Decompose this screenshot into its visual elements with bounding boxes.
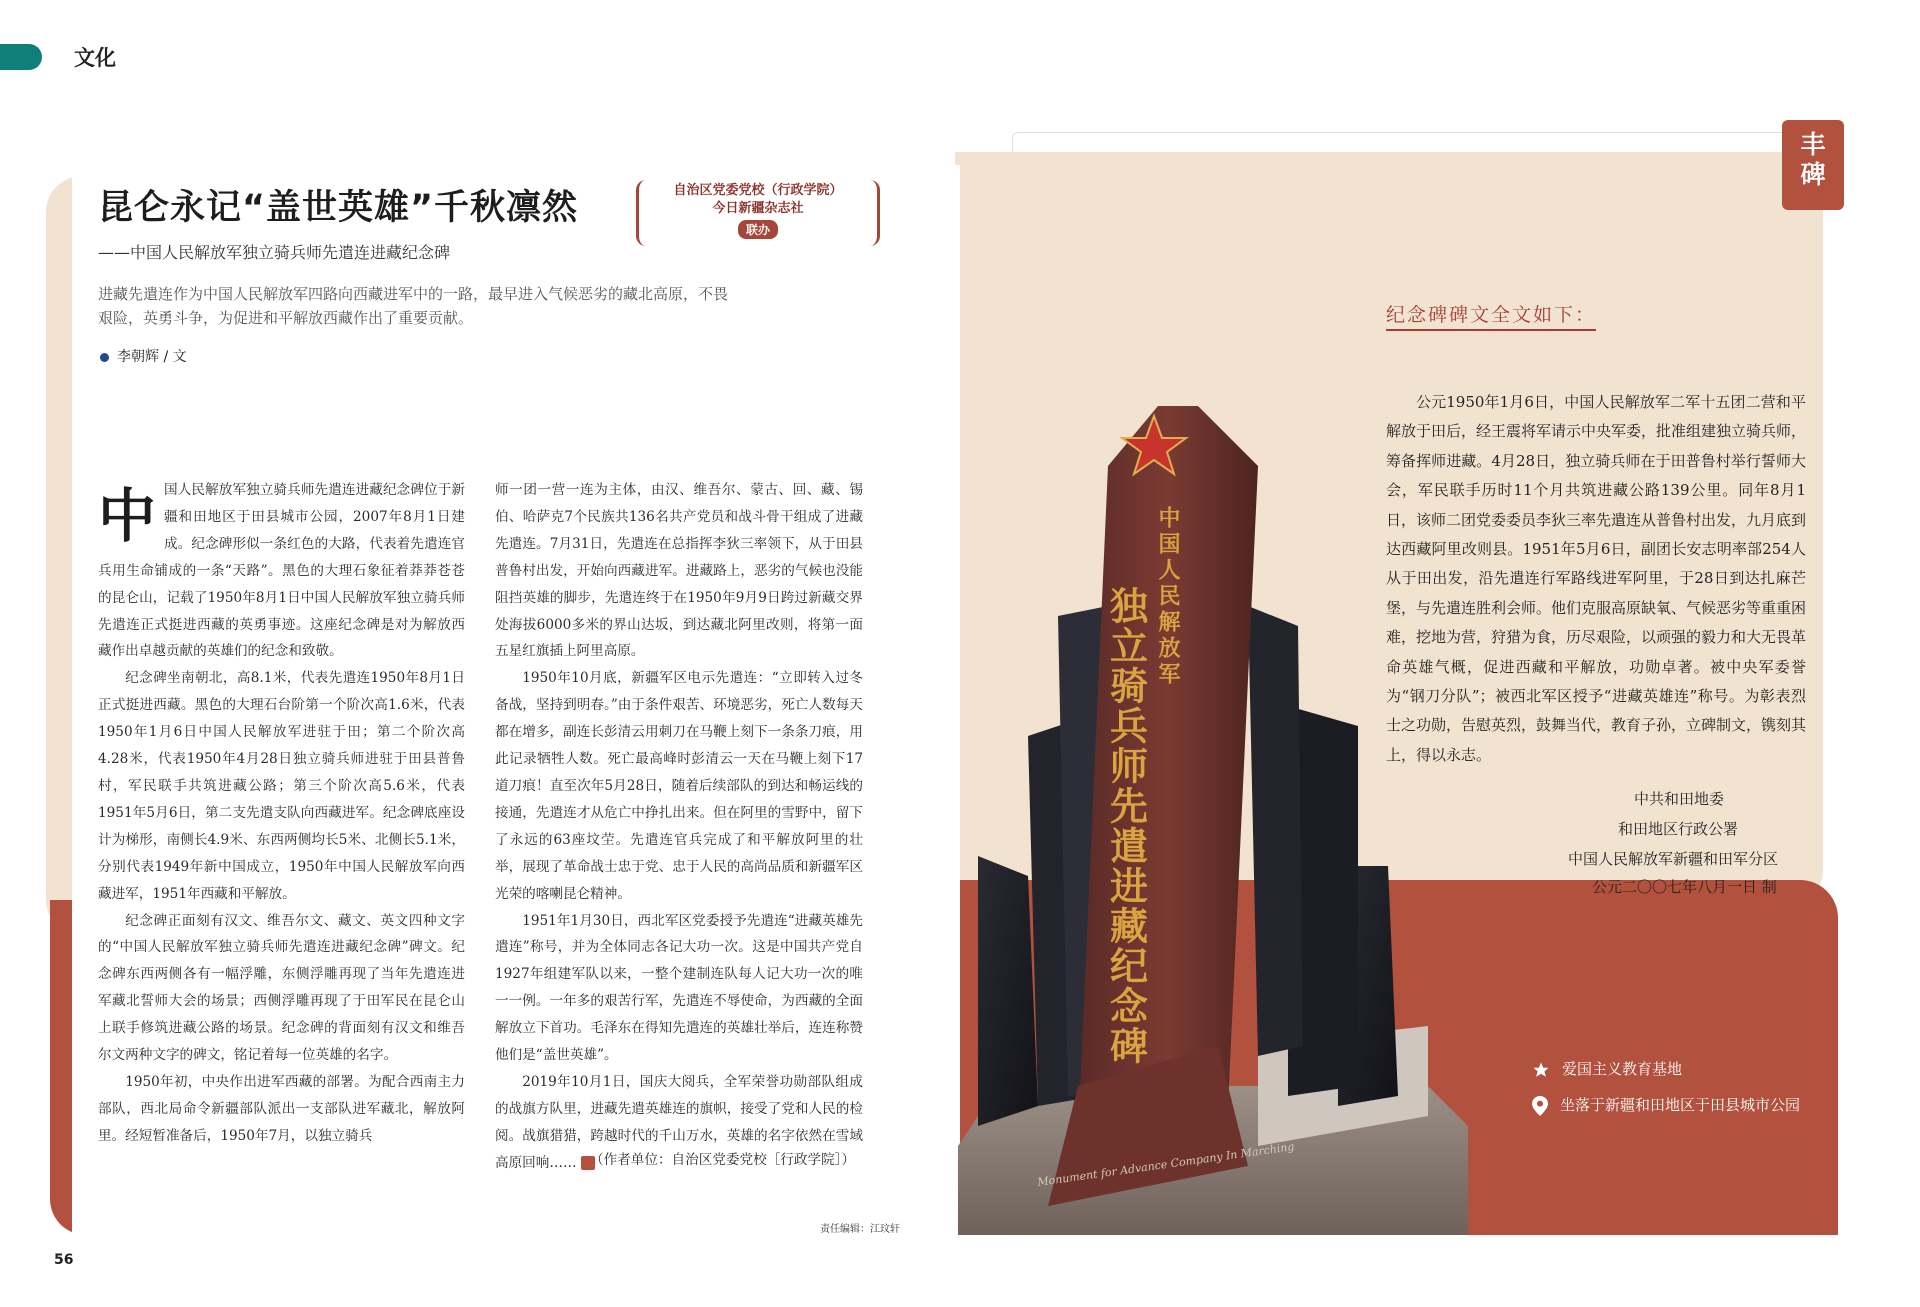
monument-plaque: Monument for Advance Company In Marching (1036, 1140, 1296, 1189)
responsible-editor: 责任编辑：江玟轩 (820, 1224, 900, 1235)
organizer-2: 今日新疆杂志社 (712, 201, 804, 216)
last-paragraph-text: 2019年10月1日，国庆大阅兵，全军荣誉功勋部队组成的战旗方队里，进藏先遣英雄连的旗帜，接受了党和人民的检阅。战旗猎猎，跨越时代的千山万水，英雄的名字依然在雪域高原回响…… (495, 1073, 863, 1171)
author-name: 李朝辉 / 文 (117, 349, 187, 365)
body-column-2 (495, 477, 863, 1177)
organizer-box (636, 180, 880, 246)
body-paragraph: 国人民解放军独立骑兵师先遣连进藏纪念碑位于新疆和田地区于田县城市公园，2007年8月1日建成。纪念碑形似一条红色的大路，代表着先遣连官兵用生命铺成的一条“天路”。黑色的大理石象征着莽莽苍苍的昆仑山，记载了1950年8月1日中国人民解放军独立骑兵师先遣连正式挺进西藏的英勇事迹。这座纪念碑是对为解放西藏作出卓越贡献的英雄们的纪念和致敬。 (98, 482, 465, 660)
section-label: 文化 (74, 46, 116, 70)
organizer-1: 自治区党委党校（行政学院） (673, 183, 843, 198)
monument-inscription-line-2: 独立骑兵师先遣进藏纪念碑 (1103, 586, 1149, 1066)
inscription-body: 公元1950年1月6日，中国人民解放军二军十五团二营和平解放于田后，经王震将军请示中央军委，批准组建独立骑兵师，筹备挥师进藏。4月28日，独立骑兵师在于田普鲁村举行誓师大会，军民联手历时11个月共筑进藏公路139公里。同年8月1日，该师二团党委委员李狄三率先遣连从普鲁村出发，九月底到达西藏阿里改则县。1951年5月6日，副团长安志明率部254人从于田出发，沿先遣连行军路线进军阿里，于28日到达扎麻芒堡，与先遣连胜利会师。他们克服高原缺氧、气候恶劣等重重困难，挖地为营，狩猎为食，历尽艰险，以顽强的毅力和大无畏革命英雄气概，促进西藏和平解放，功勋卓著。被中央军委誉为“钢刀分队”；被西北军区授予“进藏英雄连”称号。为彰表烈士之功勋，告慰英烈，鼓舞当代，教育子孙，立碑制文，镌刻其上，得以永志。 (1386, 393, 1807, 764)
body-paragraph: 师一团一营一连为主体，由汉、维吾尔、蒙古、回、藏、锡伯、哈萨克7个民族共136名共产党员和战斗骨干组成了进藏先遣连。7月31日，先遣连在总指挥李狄三率领下，从于田县普鲁村出发，开始向西藏进军。进藏路上，恶劣的气候也没能阻挡英雄的脚步，先遣连终于在1950年9月9日跨过新藏交界处海拔6000多米的界山达坂，到达藏北阿里改则，将第一面五星红旗插上阿里高原。 (495, 482, 863, 660)
article-intro: 进藏先遣连作为中国人民解放军四路向西藏进军中的一路，最早进入气候恶劣的藏北高原，不畏艰险，英勇斗争，为促进和平解放西藏作出了重要贡献。 (98, 285, 729, 327)
info-text: 爱国主义教育基地 (1562, 1060, 1683, 1078)
body-column-1 (98, 477, 465, 1150)
drop-cap: 中 (98, 482, 157, 550)
inscription-heading: 纪念碑碑文全文如下： (1386, 300, 1596, 331)
body-paragraph: 1951年1月30日，西北军区党委授予先遣连“进藏英雄先遣连”称号，并为全体同志各记大功一次。这是中国共产党自1927年组建军队以来，一整个建制连队每人记大功一次的唯一一例。一年多的艰苦行军，先遣连不辱使命，为西藏的全面解放立下首功。毛泽东在得知先遣连的英雄壮举后，连连称赞他们是“盖世英雄”。 (495, 912, 863, 1064)
article-title: 昆仑永记“盖世英雄”千秋凛然 (98, 188, 579, 228)
author-line (100, 346, 187, 366)
star-icon (1532, 1061, 1550, 1079)
signature-line: 中共和田地委 (1634, 790, 1725, 808)
info-row-education-base (1532, 1058, 1682, 1079)
body-paragraph: 纪念碑坐南朝北，高8.1米，代表先遣连1950年8月1日正式挺进西藏。黑色的大理石台阶第一个阶次高1.6米，代表1950年1月6日中国人民解放军进驻于田；第二个阶次高4.28米，代表1950年4月28日独立骑兵师进驻于田县普鲁村，军民联手共筑进藏公路；第三个阶次高5.6米，代表1951年5月6日，第二支先遣支队向西藏进军。纪念碑底座设计为梯形，南侧长4.9米、东西两侧均长5米、北侧长5.1米，分别代表1949年新中国成立，1950年中国人民解放军向西藏进军，1951年西藏和平解放。 (98, 670, 465, 902)
author-affiliation: （作者单位：自治区党委党校［行政学院］） (590, 1152, 856, 1168)
info-row-location (1532, 1094, 1800, 1116)
black-step-left (978, 856, 1038, 1126)
signature-date: 公元二〇〇七年八月一日 制 (1592, 878, 1777, 896)
bullet-dot-icon (100, 353, 109, 362)
info-text: 坐落于新疆和田地区于田县城市公园 (1560, 1096, 1801, 1114)
signature-line: 和田地区行政公署 (1618, 820, 1739, 838)
body-paragraph: 纪念碑正面刻有汉文、维吾尔文、藏文、英文四种文字的“中国人民解放军独立骑兵师先遣连进藏纪念碑”碑文。纪念碑东西两侧各有一幅浮雕，东侧浮雕再现了当年先遣连进军藏北誓师大会的场景；西侧浮雕再现了于田军民在昆仑山上联手修筑进藏公路的场景。纪念碑的背面刻有汉文和维吾尔文两种文字的碑文，铭记着每一位英雄的名字。 (98, 912, 465, 1064)
topic-tag-char-2: 碑 (1800, 160, 1826, 189)
body-paragraph: 1950年初，中央作出进军西藏的部署。为配合西南主力部队，西北局命令新疆部队派出一支部队进军藏北，解放阿里。经短暂准备后，1950年7月，以独立骑兵 (98, 1073, 465, 1144)
page-number: 56 (54, 1252, 74, 1268)
topic-tag-char-1: 丰 (1800, 130, 1826, 159)
organizer-badge: 联办 (738, 220, 778, 239)
body-paragraph: 1950年10月底，新疆军区电示先遣连：“立即转入过冬备战，坚持到明春。”由于条件艰苦、环境恶劣，死亡人数每天都在增多，副连长彭清云用刺刀在马鞭上刻下一条条刀痕，用此记录牺牲人数。死亡最高峰时彭清云一天在马鞭上刻下17道刀痕！直至次年5月28日，随着后续部队的到达和畅运线的接通，先遣连才从危亡中挣扎出来。但在阿里的雪野中，留下了永远的63座坟茔。先遣连官兵完成了和平解放阿里的壮举，展现了革命战士忠于党、忠于人民的高尚品质和新疆军区光荣的喀喇昆仑精神。 (495, 670, 863, 902)
section-tab-pill (0, 44, 42, 70)
topic-tag (1782, 120, 1844, 210)
signature-line: 中国人民解放军新疆和田军分区 (1568, 850, 1779, 868)
location-pin-icon (1532, 1096, 1548, 1116)
article-subtitle: ——中国人民解放军独立骑兵师先遣连进藏纪念碑 (98, 243, 451, 262)
monument-inscription-line-1: 中国人民解放军 (1155, 506, 1181, 688)
